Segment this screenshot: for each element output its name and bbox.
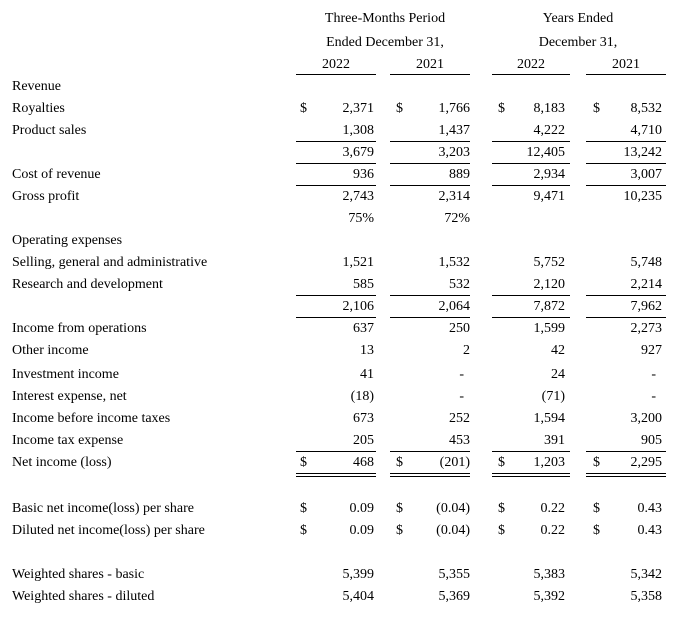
cell-gross-profit-col4: 10,235 [623,189,662,204]
cell-investment-income-col4: - [651,367,656,382]
row-label-diluted-eps: Diluted net income(loss) per share [12,523,205,538]
cell-interest-expense-col3: (71) [541,389,565,404]
double-underline-net-income-col3 [492,473,570,477]
cell-gross-profit-col2: 2,314 [438,189,470,204]
cell-income-from-operations-col1: 637 [353,321,374,336]
cell-product-sales-col4: 4,710 [630,123,662,138]
row-label-income-before-taxes: Income before income taxes [12,411,171,426]
underline-rnd-col1 [296,295,376,296]
underline-product-sales-col4 [586,141,666,142]
row-label-investment-income: Investment income [12,367,119,382]
currency-sign-royalties-col1: $ [300,101,307,116]
row-label-gross-profit: Gross profit [12,189,80,204]
row-label-rnd: Research and development [12,277,163,292]
cell-income-from-operations-col2: 250 [449,321,470,336]
row-label-sga: Selling, general and administrative [12,255,208,270]
cell-weighted-basic-col4: 5,342 [630,567,662,582]
cell-gross-margin-col1: 75% [348,211,374,226]
underline-cost-of-revenue-col2 [390,185,470,186]
underline-income-tax-expense-col1 [296,451,376,452]
cell-income-from-operations-col3: 1,599 [533,321,565,336]
cell-other-income-col1: 13 [360,343,374,358]
row-label-revenue: Revenue [12,79,61,94]
currency-sign-diluted-eps-col3: $ [498,523,505,538]
row-label-net-income: Net income (loss) [12,455,112,470]
row-label-other-income: Other income [12,343,89,358]
cell-weighted-diluted-col1: 5,404 [342,589,374,604]
cell-total-revenue-col3: 12,405 [526,145,565,160]
currency-sign-basic-eps-col4: $ [593,501,600,516]
cell-royalties-col4: 8,532 [630,101,662,116]
cell-cost-of-revenue-col1: 936 [353,167,374,182]
cell-product-sales-col3: 4,222 [533,123,565,138]
cell-income-from-operations-col4: 2,273 [630,321,662,336]
cell-weighted-basic-col3: 5,383 [533,567,565,582]
cell-total-opex-col2: 2,064 [438,299,470,314]
cell-rnd-col1: 585 [353,277,374,292]
cell-weighted-basic-col2: 5,355 [438,567,470,582]
cell-gross-profit-col1: 2,743 [342,189,374,204]
underline-income-tax-expense-col3 [492,451,570,452]
cell-weighted-diluted-col4: 5,358 [630,589,662,604]
currency-sign-diluted-eps-col2: $ [396,523,403,538]
row-label-interest-expense: Interest expense, net [12,389,127,404]
cell-royalties-col3: 8,183 [533,101,565,116]
cell-sga-col1: 1,521 [342,255,374,270]
currency-sign-net-income-col4: $ [593,455,600,470]
cell-income-before-taxes-col2: 252 [449,411,470,426]
cell-total-revenue-col4: 13,242 [623,145,662,160]
underline-cost-of-revenue-col1 [296,185,376,186]
cell-royalties-col2: 1,766 [438,101,470,116]
currency-sign-royalties-col2: $ [396,101,403,116]
cell-net-income-col4: 2,295 [630,455,662,470]
underline-total-revenue-col2 [390,163,470,164]
cell-diluted-eps-col4: 0.43 [637,523,662,538]
underline-total-opex-col3 [492,317,570,318]
cell-income-before-taxes-col1: 673 [353,411,374,426]
cell-diluted-eps-col1: 0.09 [349,523,374,538]
cell-gross-margin-col2: 72% [444,211,470,226]
underline-total-opex-col1 [296,317,376,318]
cell-rnd-col3: 2,120 [533,277,565,292]
cell-total-opex-col3: 7,872 [533,299,565,314]
cell-other-income-col3: 42 [551,343,565,358]
underline-rnd-col4 [586,295,666,296]
three-month-header-line2: Ended December 31, [326,35,444,50]
underline-total-opex-col4 [586,317,666,318]
years-ended-header-line2: December 31, [538,35,618,50]
cell-net-income-col3: 1,203 [533,455,565,470]
cell-sga-col2: 1,532 [438,255,470,270]
cell-total-revenue-col2: 3,203 [438,145,470,160]
years-ended-header-line1: Years Ended [542,11,614,26]
underline-product-sales-col1 [296,141,376,142]
cell-rnd-col2: 532 [449,277,470,292]
cell-diluted-eps-col3: 0.22 [540,523,565,538]
row-label-basic-eps: Basic net income(loss) per share [12,501,194,516]
cell-product-sales-col1: 1,308 [342,123,374,138]
currency-sign-diluted-eps-col1: $ [300,523,307,538]
cell-interest-expense-col4: - [651,389,656,404]
cell-weighted-diluted-col2: 5,369 [438,589,470,604]
cell-cost-of-revenue-col3: 2,934 [533,167,565,182]
cell-income-tax-expense-col3: 391 [544,433,565,448]
currency-sign-basic-eps-col3: $ [498,501,505,516]
cell-basic-eps-col2: (0.04) [436,501,470,516]
cell-investment-income-col2: - [459,367,464,382]
row-label-royalties: Royalties [12,101,65,116]
cell-weighted-basic-col1: 5,399 [342,567,374,582]
cell-net-income-col2: (201) [439,455,470,470]
currency-sign-royalties-col3: $ [498,101,505,116]
row-label-weighted-basic: Weighted shares - basic [12,567,145,582]
cell-basic-eps-col3: 0.22 [540,501,565,516]
underline-total-revenue-col1 [296,163,376,164]
col-year-2022-q: 2022 [322,57,350,72]
cell-interest-expense-col1: (18) [350,389,374,404]
col-year-2021-y: 2021 [612,57,640,72]
cell-other-income-col2: 2 [463,343,470,358]
double-underline-net-income-col4 [586,473,666,477]
currency-sign-diluted-eps-col4: $ [593,523,600,538]
cell-income-before-taxes-col3: 1,594 [533,411,565,426]
row-label-operating-expenses: Operating expenses [12,233,123,248]
cell-total-revenue-col1: 3,679 [342,145,374,160]
cell-investment-income-col3: 24 [551,367,565,382]
underline-cost-of-revenue-col3 [492,185,570,186]
cell-sga-col4: 5,748 [630,255,662,270]
underline-rnd-col3 [492,295,570,296]
currency-sign-basic-eps-col1: $ [300,501,307,516]
cell-income-tax-expense-col2: 453 [449,433,470,448]
cell-royalties-col1: 2,371 [342,101,374,116]
underline-income-tax-expense-col4 [586,451,666,452]
currency-sign-net-income-col2: $ [396,455,403,470]
cell-investment-income-col1: 41 [360,367,374,382]
row-label-income-tax-expense: Income tax expense [12,433,124,448]
double-underline-net-income-col1 [296,473,376,477]
cell-other-income-col4: 927 [641,343,662,358]
col-year-2021-q: 2021 [416,57,444,72]
currency-sign-royalties-col4: $ [593,101,600,116]
cell-interest-expense-col2: - [459,389,464,404]
underline-income-tax-expense-col2 [390,451,470,452]
cell-basic-eps-col4: 0.43 [637,501,662,516]
col-year-2022-y: 2022 [517,57,545,72]
underline-total-opex-col2 [390,317,470,318]
cell-net-income-col1: 468 [353,455,374,470]
row-label-income-from-operations: Income from operations [12,321,147,336]
cell-gross-profit-col3: 9,471 [533,189,565,204]
underline-cost-of-revenue-col4 [586,185,666,186]
underline-total-revenue-col4 [586,163,666,164]
cell-total-opex-col1: 2,106 [342,299,374,314]
cell-income-before-taxes-col4: 3,200 [630,411,662,426]
cell-total-opex-col4: 7,962 [630,299,662,314]
cell-cost-of-revenue-col2: 889 [449,167,470,182]
underline-total-revenue-col3 [492,163,570,164]
cell-rnd-col4: 2,214 [630,277,662,292]
currency-sign-net-income-col3: $ [498,455,505,470]
cell-basic-eps-col1: 0.09 [349,501,374,516]
cell-diluted-eps-col2: (0.04) [436,523,470,538]
cell-income-tax-expense-col4: 905 [641,433,662,448]
underline-product-sales-col3 [492,141,570,142]
cell-weighted-diluted-col3: 5,392 [533,589,565,604]
cell-sga-col3: 5,752 [533,255,565,270]
cell-product-sales-col2: 1,437 [438,123,470,138]
double-underline-net-income-col2 [390,473,470,477]
row-label-weighted-diluted: Weighted shares - diluted [12,589,155,604]
cell-cost-of-revenue-col4: 3,007 [630,167,662,182]
row-label-cost-of-revenue: Cost of revenue [12,167,101,182]
underline-rnd-col2 [390,295,470,296]
underline-product-sales-col2 [390,141,470,142]
row-label-product-sales: Product sales [12,123,87,138]
three-month-header-line1: Three-Months Period [324,11,446,26]
currency-sign-basic-eps-col2: $ [396,501,403,516]
cell-income-tax-expense-col1: 205 [353,433,374,448]
currency-sign-net-income-col1: $ [300,455,307,470]
